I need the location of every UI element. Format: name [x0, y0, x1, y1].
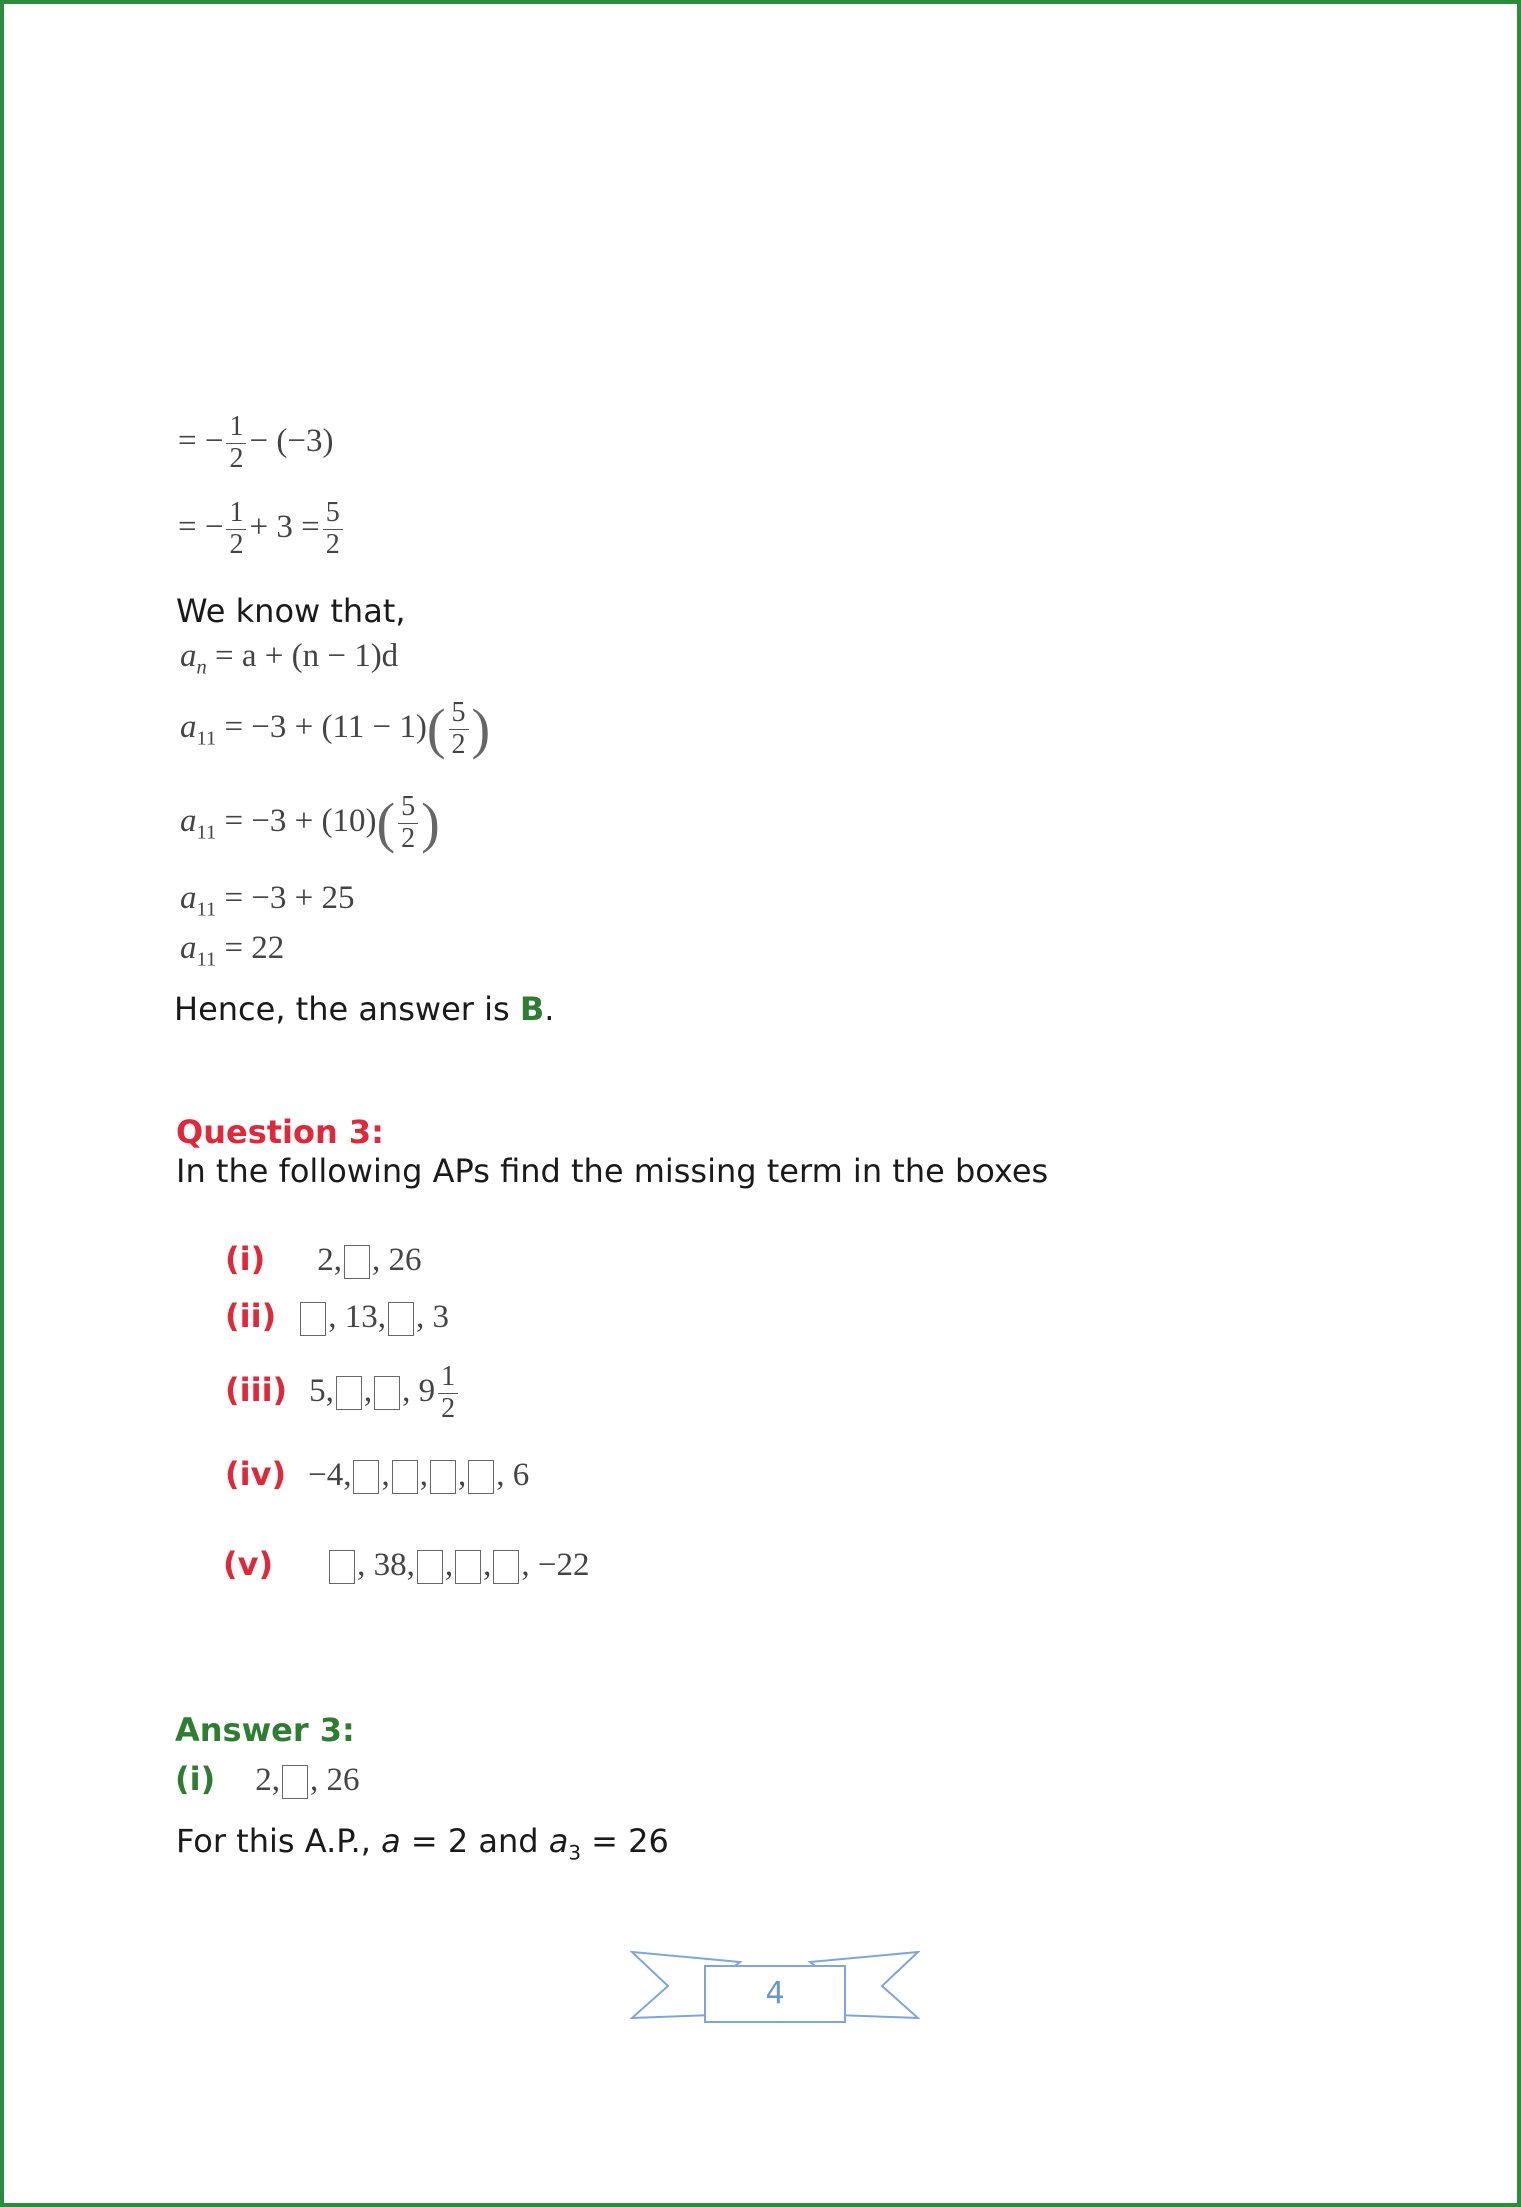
step-3: $a_{11} = -3 + 25$ [180, 880, 355, 921]
general-term-formula: $a_n = a + (n - 1)d$ [180, 638, 399, 679]
we-know-text: We know that, [176, 592, 406, 630]
question-3-text: In the following APs find the missing term in the boxes [176, 1152, 1049, 1190]
page-number: 4 [765, 1976, 785, 2011]
page-number-ribbon [630, 1948, 920, 2030]
step-2: $a_{11} = -3 + (10)$( $\frac{5}{2}$ ) [180, 791, 440, 855]
question-item-iii: (iii) 5, , , 9 $\frac{1}{2}$ [225, 1362, 461, 1425]
answer-3-title: Answer 3: [175, 1711, 355, 1749]
answer-item-i: (i) 2, , 26 [175, 1760, 360, 1798]
equation-line-1: = − $\frac{1}{2}$ − (−3) [178, 411, 334, 474]
question-item-iv: (iv) −4, , , , , 6 [225, 1455, 530, 1493]
step-4: $a_{11} = 22$ [180, 930, 285, 971]
answer-ap-statement: For this A.P., a = 2 and $a_3 = 26$ [176, 1822, 669, 1865]
question-item-ii: (ii) , 13, , 3 [225, 1297, 449, 1335]
question-item-i: (i) 2, , 26 [225, 1240, 422, 1278]
answer-letter: B [519, 990, 545, 1028]
answer-statement: Hence, the answer is B. [174, 990, 555, 1028]
step-1: $a_{11} = -3 + (11 - 1)$( $\frac{5}{2}$ ) [180, 697, 491, 761]
question-3-title: Question 3: [176, 1113, 384, 1151]
question-item-v: (v) , 38, , , , −22 [223, 1545, 590, 1583]
equation-line-2: = − $\frac{1}{2}$ + 3 = $\frac{5}{2}$ [178, 498, 346, 561]
